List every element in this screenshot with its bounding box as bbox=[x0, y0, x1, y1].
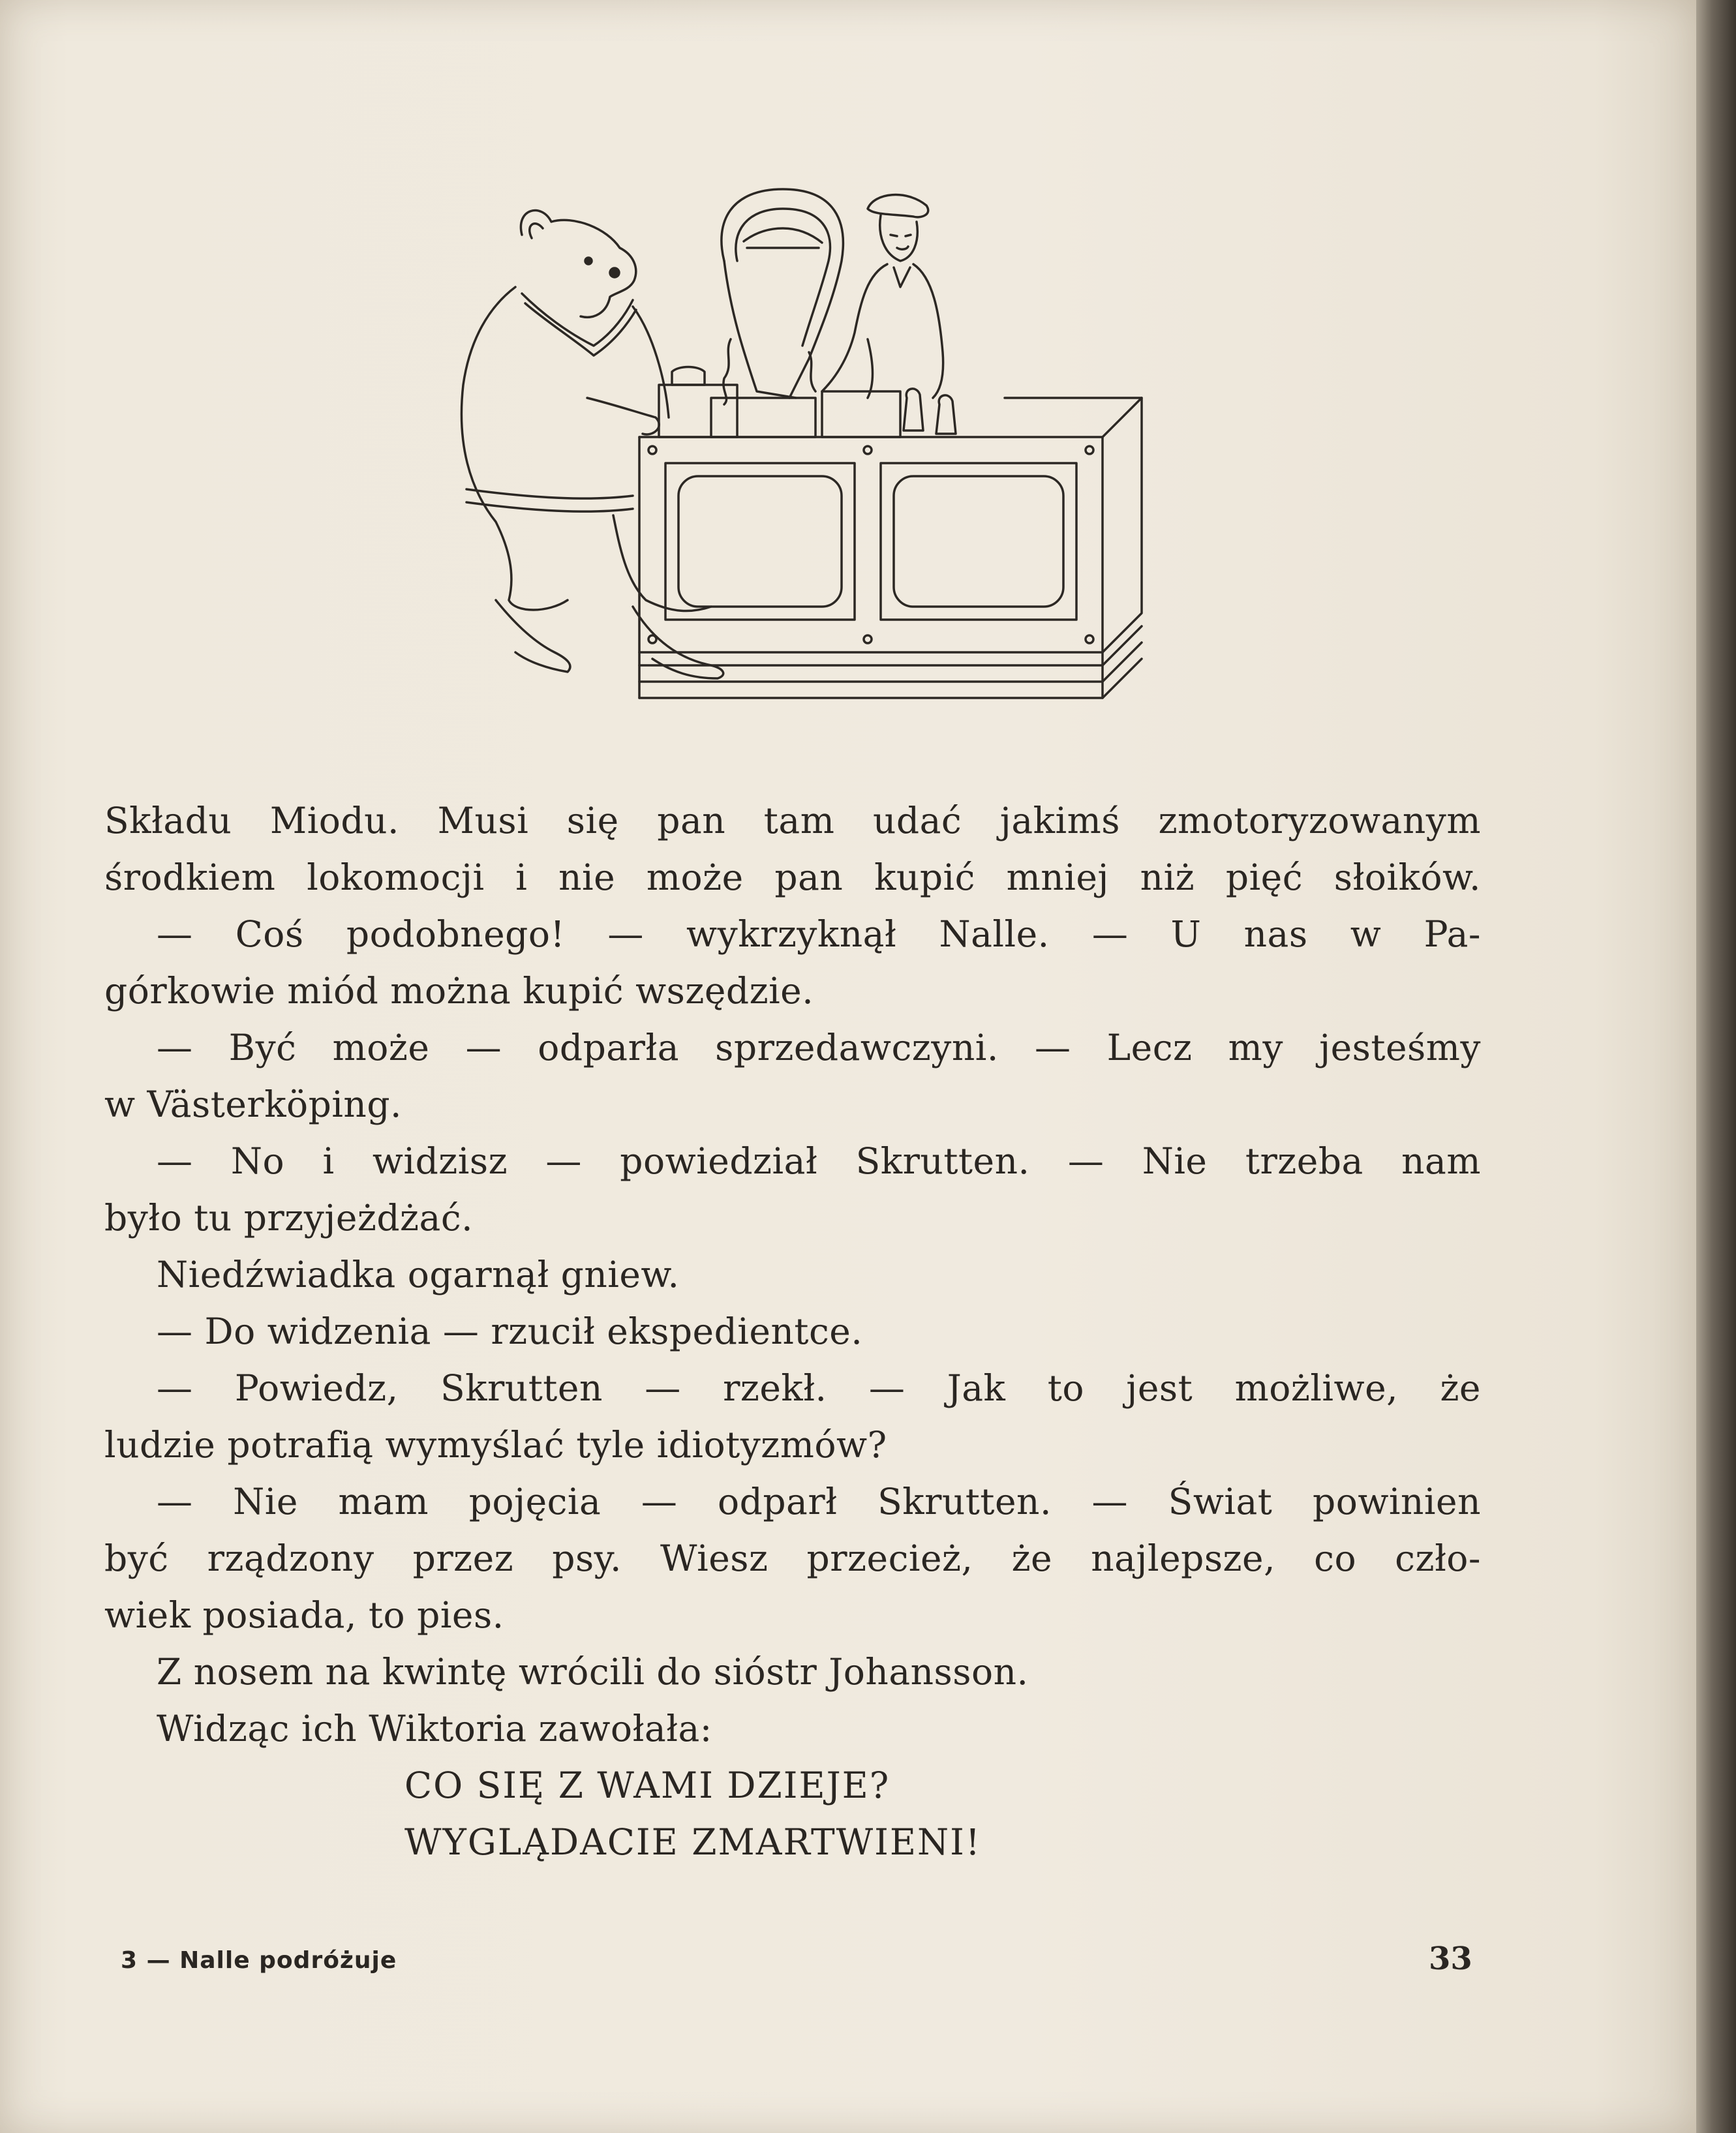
text-line: było tu przyjeżdżać. bbox=[104, 1197, 474, 1239]
weighing-scale bbox=[711, 189, 843, 437]
shop-counter bbox=[639, 398, 1142, 698]
text-line: — No i widzisz — powiedział Skrutten. — Nie trzeba nam bbox=[157, 1140, 1481, 1182]
text-line-caps: CO SIĘ Z WAMI DZIEJE? bbox=[404, 1764, 891, 1806]
text-line: — Powiedz, Skrutten — rzekł. — Jak to jest możliwe, że bbox=[157, 1367, 1481, 1409]
text-line: — Coś podobnego! — wykrzyknął Nalle. — U nas w Pa- bbox=[157, 913, 1481, 955]
text-line: Składu Miodu. Musi się pan tam udać jakimś zmotoryzowanym bbox=[104, 800, 1481, 841]
text-line: być rządzony przez psy. Wiesz przecież, że najlepsze, co czło- bbox=[104, 1537, 1481, 1579]
text-line: w Västerköping. bbox=[104, 1083, 403, 1125]
counter-goods bbox=[659, 367, 956, 438]
text-line: wiek posiada, to pies. bbox=[104, 1594, 504, 1636]
page-number: 33 bbox=[1429, 1941, 1472, 1977]
printer-signature: 3 — Nalle podróżuje bbox=[121, 1947, 397, 1974]
text-line: Niedźwiadka ogarnął gniew. bbox=[157, 1254, 680, 1295]
text-line: — Nie mam pojęcia — odparł Skrutten. — Świat powinien bbox=[157, 1481, 1481, 1522]
text-line: środkiem lokomocji i nie może pan kupić mniej niż pięć słoików. bbox=[104, 856, 1481, 898]
bear-shop-illustration bbox=[418, 183, 1148, 718]
text-line-caps: WYGLĄDACIE ZMARTWIENI! bbox=[404, 1821, 982, 1863]
text-line: ludzie potrafią wymyślać tyle idiotyzmów? bbox=[104, 1424, 887, 1466]
page-body-text bbox=[104, 793, 1481, 1871]
text-line: — Być może — odparła sprzedawczyni. — Lecz my jesteśmy bbox=[157, 1027, 1481, 1068]
text-line: górkowie miód można kupić wszędzie. bbox=[104, 970, 814, 1012]
text-line: Z nosem na kwintę wrócili do sióstr Johansson. bbox=[157, 1651, 1029, 1693]
bear-figure bbox=[461, 211, 723, 678]
text-line: — Do widzenia — rzucił ekspedientce. bbox=[157, 1310, 863, 1352]
text-line: Widząc ich Wiktoria zawołała: bbox=[157, 1708, 712, 1749]
book-page-edge bbox=[1696, 0, 1736, 2133]
